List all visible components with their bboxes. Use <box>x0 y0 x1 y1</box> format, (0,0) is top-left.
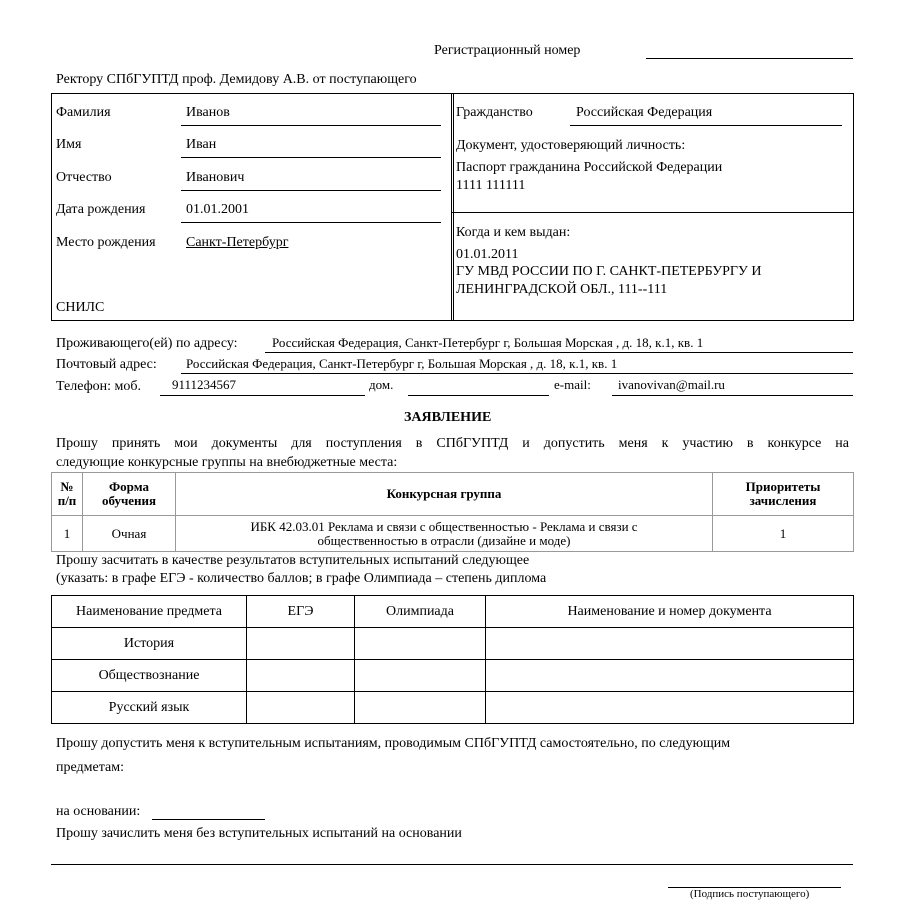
postal-label: Почтовый адрес: <box>56 357 157 372</box>
reg-number-label: Регистрационный номер <box>434 43 581 58</box>
birthplace-label: Место рождения <box>56 235 156 250</box>
table-row <box>52 628 854 660</box>
reg-number-field[interactable] <box>646 58 853 59</box>
postal-value[interactable]: Российская Федерация, Санкт-Петербург г, Большая Морская , д. 18, к.1, кв. 1 <box>186 356 618 371</box>
table-row <box>52 660 854 692</box>
name-underline <box>181 157 441 158</box>
subject-name: Русский язык <box>52 692 247 724</box>
postal-underline <box>181 373 853 374</box>
row-group-line2: общественностью в отрасли (дизайне и моде) <box>317 532 571 548</box>
home-phone-label: дом. <box>369 377 394 392</box>
residence-underline <box>265 352 853 353</box>
doc-cell[interactable] <box>486 692 854 724</box>
issued-by-line1: ГУ МВД РОССИИ ПО Г. САНКТ-ПЕТЕРБУРГУ И <box>456 264 762 279</box>
col-subject-header: Наименование предмета <box>52 596 247 628</box>
statement-line2: следующие конкурсные группы на внебюджетные места: <box>56 455 398 470</box>
results-intro-line1: Прошу засчитать в качестве результатов вступительных испытаний следующее <box>56 553 530 568</box>
document-type: Паспорт гражданина Российской Федерации <box>456 160 723 175</box>
table-row <box>52 692 854 724</box>
internal-exams-line1: Прошу допустить меня к вступительным испытаниям, проводимым СПбГУПТД самостоятельно, по следующим <box>56 736 731 751</box>
row-group-line1: ИБК 42.03.01 Реклама и связи с общественностью - Реклама и связи с <box>250 518 638 534</box>
ege-cell[interactable] <box>247 660 355 692</box>
identity-divider <box>452 212 853 213</box>
document-number: 1111 111111 <box>456 178 526 193</box>
olymp-cell[interactable] <box>355 660 486 692</box>
home-phone-underline[interactable] <box>408 395 549 396</box>
subject-name: История <box>52 628 247 660</box>
doc-cell[interactable] <box>486 628 854 660</box>
col-group-header: Конкурсная группа <box>176 473 713 516</box>
basis-field[interactable] <box>152 819 265 820</box>
phone-value[interactable]: 9111234567 <box>172 377 237 392</box>
rector-line: Ректору СПбГУПТД проф. Демидову А.В. от поступающего <box>56 72 417 87</box>
residence-value[interactable]: Российская Федерация, Санкт-Петербург г, Большая Морская , д. 18, к.1, кв. 1 <box>272 335 704 350</box>
col-doc-header: Наименование и номер документа <box>486 596 854 628</box>
ege-cell[interactable] <box>247 628 355 660</box>
statement-title: ЗАЯВЛЕНИЕ <box>404 410 492 425</box>
groups-table-header <box>52 473 854 516</box>
olymp-cell[interactable] <box>355 628 486 660</box>
issued-by-line2: ЛЕНИНГРАДСКОЙ ОБЛ., 111--111 <box>456 282 668 297</box>
col-num-header: № п/п <box>52 473 83 516</box>
surname-label: Фамилия <box>56 105 111 120</box>
phone-underline <box>160 395 365 396</box>
col-ege-header: ЕГЭ <box>247 596 355 628</box>
col-form-header: Форма обучения <box>83 473 176 516</box>
no-exam-basis-field[interactable] <box>51 864 853 865</box>
email-label: e-mail: <box>554 377 591 392</box>
col-olymp-header: Олимпиада <box>355 596 486 628</box>
residence-label: Проживающего(ей) по адресу: <box>56 336 238 351</box>
doc-cell[interactable] <box>486 660 854 692</box>
birthdate-underline <box>181 222 441 223</box>
results-intro-line2: (указать: в графе ЕГЭ - количество баллов; в графе Олимпиада – степень диплома <box>56 571 547 586</box>
row-num: 1 <box>52 516 83 552</box>
no-exam-line: Прошу зачислить меня без вступительных испытаний на основании <box>56 826 462 841</box>
exam-table <box>51 595 854 724</box>
name-value[interactable]: Иван <box>186 137 217 152</box>
exam-table-header <box>52 596 854 628</box>
birthplace-value[interactable]: Санкт-Петербург <box>186 235 289 250</box>
citizenship-value[interactable]: Российская Федерация <box>576 105 713 120</box>
patronymic-label: Отчество <box>56 170 112 185</box>
row-priority: 1 <box>713 516 854 552</box>
birthdate-value[interactable]: 01.01.2001 <box>186 202 249 217</box>
phone-label: Телефон: моб. <box>56 379 142 394</box>
issued-label: Когда и кем выдан: <box>456 225 571 240</box>
statement-line1: Прошу принять мои документы для поступления в СПбГУПТД и допустить меня к участию в конкурсе на <box>56 436 849 451</box>
surname-value[interactable]: Иванов <box>186 105 230 120</box>
olymp-cell[interactable] <box>355 692 486 724</box>
email-underline <box>612 395 853 396</box>
citizenship-underline <box>570 125 842 126</box>
name-label: Имя <box>56 137 82 152</box>
patronymic-value[interactable]: Иванович <box>186 170 245 185</box>
email-value[interactable]: ivanovivan@mail.ru <box>618 377 725 392</box>
signature-label: (Подпись поступающего) <box>690 888 810 900</box>
row-group <box>176 516 713 552</box>
citizenship-label: Гражданство <box>456 105 533 120</box>
row-form: Очная <box>83 516 176 552</box>
snils-label: СНИЛС <box>56 300 105 315</box>
issued-date: 01.01.2011 <box>456 247 519 262</box>
subject-name: Обществознание <box>52 660 247 692</box>
groups-table <box>51 472 854 552</box>
col-priority-header: Приоритеты зачисления <box>713 473 854 516</box>
surname-underline <box>181 125 441 126</box>
table-row <box>52 516 854 552</box>
ege-cell[interactable] <box>247 692 355 724</box>
birthdate-label: Дата рождения <box>56 202 146 217</box>
basis-label: на основании: <box>56 804 141 819</box>
document-label: Документ, удостоверяющий личность: <box>456 138 686 153</box>
internal-exams-line2: предметам: <box>56 760 124 775</box>
patronymic-underline <box>181 190 441 191</box>
